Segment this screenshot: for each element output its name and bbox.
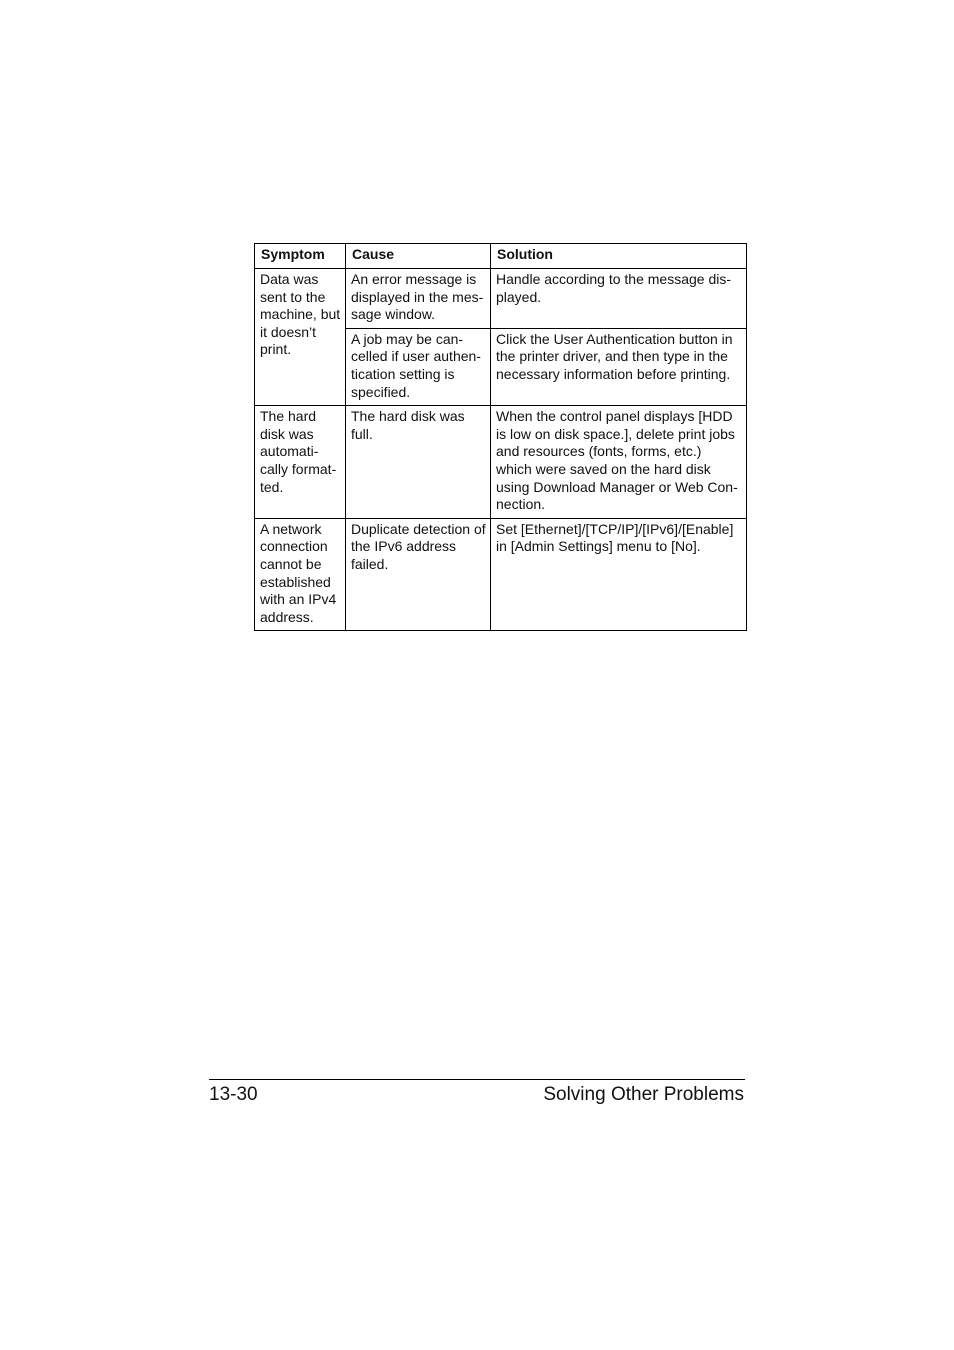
- footer-divider: [209, 1079, 745, 1080]
- troubleshooting-table: [254, 243, 747, 631]
- table-body: [255, 269, 747, 631]
- table-row: [255, 269, 747, 329]
- column-header-solution: Solution: [491, 244, 747, 269]
- symptom-cell: The hard disk was automati- cally format- ted.: [255, 406, 346, 519]
- cause-cell: The hard disk was full.: [346, 406, 491, 519]
- column-header-cause: Cause: [346, 244, 491, 269]
- cause-cell: Duplicate detection of the IPv6 address failed.: [346, 518, 491, 631]
- header-row: [255, 244, 747, 269]
- cause-cell: An error message is displayed in the mes- sage window.: [346, 269, 491, 329]
- symptom-cell: Data was sent to the machine, but it doesn’t print.: [255, 269, 346, 406]
- solution-cell: Handle according to the message dis- played.: [491, 269, 747, 329]
- solution-cell: Set [Ethernet]/[TCP/IP]/[IPv6]/[Enable] in [Admin Settings] menu to [No].: [491, 518, 747, 631]
- solution-cell: When the control panel displays [HDD is low on disk space.], delete print jobs and resources (fonts, forms, etc.) which were saved on the hard disk using Download Manager or Web Con- nection.: [491, 406, 747, 519]
- column-header-symptom: Symptom: [255, 244, 346, 269]
- page-number: 13-30: [209, 1084, 258, 1105]
- solution-cell: Click the User Authentication button in the printer driver, and then type in the necessary information before printing.: [491, 328, 747, 405]
- table-row: [255, 518, 747, 631]
- symptom-cell: A network connection cannot be established with an IPv4 address.: [255, 518, 346, 631]
- section-title: Solving Other Problems: [543, 1084, 744, 1105]
- table-row: [255, 406, 747, 519]
- table-header: [255, 244, 747, 269]
- cause-cell: A job may be can- celled if user authen- tication setting is specified.: [346, 328, 491, 405]
